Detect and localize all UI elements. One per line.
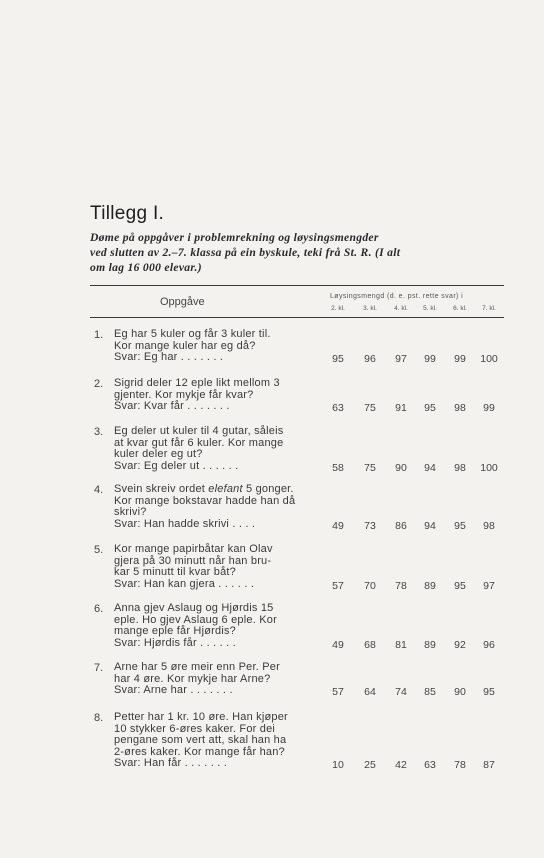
row-number: 2. xyxy=(94,378,104,390)
result-value: 81 xyxy=(395,638,407,651)
result-value: 70 xyxy=(364,579,376,592)
result-value: 92 xyxy=(454,638,466,651)
problem-line: Eg har 5 kuler og får 3 kuler til. xyxy=(114,328,271,340)
result-value: 99 xyxy=(454,353,466,365)
result-value: 100 xyxy=(480,353,498,365)
problem-line: pengane som vert att, skal han ha xyxy=(114,734,287,746)
problem-line: Svar: Han får . . . . . . . xyxy=(114,757,227,769)
problem-line: skrivi? xyxy=(114,506,147,518)
result-value: 75 xyxy=(364,461,376,474)
result-value: 96 xyxy=(483,638,495,651)
result-value: 90 xyxy=(454,686,466,698)
row-number: 5. xyxy=(94,544,104,556)
result-value: 87 xyxy=(483,759,495,771)
row-number: 8. xyxy=(94,712,104,724)
problem-line: Kor mange bokstavar hadde han då xyxy=(114,494,296,507)
column-header: 3. kl. xyxy=(363,305,377,312)
result-value: 49 xyxy=(332,519,344,532)
result-value: 58 xyxy=(332,461,344,474)
result-value: 89 xyxy=(424,579,436,592)
problem-text xyxy=(114,544,320,590)
problem-line: Sigrid deler 12 eple likt mellom 3 xyxy=(114,377,280,389)
result-value: 97 xyxy=(395,353,407,365)
result-value: 73 xyxy=(364,519,376,532)
result-value: 98 xyxy=(454,402,466,414)
problem-line: eple. Ho gjev Aslaug 6 eple. Kor xyxy=(114,613,277,626)
column-header: 5. kl. xyxy=(423,305,437,312)
result-value: 10 xyxy=(332,759,344,771)
problem-line: 10 stykker 6-øres kaker. For dei xyxy=(114,722,276,735)
result-value: 49 xyxy=(332,638,344,651)
result-value: 91 xyxy=(395,402,407,414)
result-value: 95 xyxy=(454,579,466,592)
problem-line: Arne har 5 øre meir enn Per. Per xyxy=(114,661,280,673)
subtitle-line: Døme på oppgåver i problemrekning og løysingsmengder xyxy=(90,231,379,244)
problem-line: Petter har 1 kr. 10 øre. Han kjøper xyxy=(114,711,288,723)
column-header: 4. kl. xyxy=(394,305,408,312)
result-value: 68 xyxy=(364,638,376,651)
problem-line: mange eple får Hjørdis? xyxy=(114,625,236,637)
result-value: 57 xyxy=(332,686,344,698)
problem-text xyxy=(114,712,320,770)
result-value: 98 xyxy=(454,461,466,474)
result-value: 96 xyxy=(364,353,376,365)
result-value: 95 xyxy=(424,402,436,414)
result-value: 57 xyxy=(332,579,344,592)
problem-line: gjera på 30 minutt når han bru- xyxy=(114,554,272,567)
result-value: 98 xyxy=(483,519,495,532)
table-top-rule xyxy=(90,285,504,286)
result-value: 94 xyxy=(424,461,436,474)
problem-line: Svar: Hjørdis får . . . . . . xyxy=(114,636,236,649)
row-number: 6. xyxy=(94,603,104,615)
result-value: 42 xyxy=(395,759,407,771)
row-number: 1. xyxy=(94,329,104,341)
problem-text xyxy=(114,378,320,413)
problem-line: Kor mange papirbåtar kan Olav xyxy=(114,543,273,555)
result-value: 63 xyxy=(332,402,344,414)
table-header-rule xyxy=(90,317,504,318)
problem-line: Eg deler ut kuler til 4 gutar, såleis xyxy=(114,425,284,437)
result-value: 85 xyxy=(424,686,436,698)
header-loysingsmengd: Løysingsmengd (d. e. pst. rette svar) i xyxy=(330,293,464,300)
problem-line: Svein skreiv ordet elefant 5 gonger. xyxy=(114,483,294,495)
result-value: 25 xyxy=(364,759,376,771)
problem-line: Svar: Kvar får . . . . . . . xyxy=(114,400,230,412)
problem-text xyxy=(114,484,320,530)
subtitle-line: ved slutten av 2.–7. klassa på ein byskule, teki frå St. R. (I alt xyxy=(90,246,401,259)
header-oppgave: Oppgåve xyxy=(160,296,205,308)
problem-line: Svar: Han hadde skrivi . . . . xyxy=(114,517,256,530)
problem-line: Svar: Han kan gjera . . . . . . xyxy=(114,577,255,590)
problem-text xyxy=(114,329,320,364)
result-value: 97 xyxy=(483,579,495,592)
result-value: 95 xyxy=(332,353,344,365)
column-header: 7. kl. xyxy=(482,305,496,312)
row-number: 3. xyxy=(94,426,104,438)
column-header: 2. kl. xyxy=(331,305,345,312)
result-value: 95 xyxy=(483,686,495,698)
page-subtitle xyxy=(90,230,506,275)
page-title: Tillegg I. xyxy=(90,203,165,224)
result-value: 94 xyxy=(424,519,436,532)
result-value: 86 xyxy=(395,519,407,532)
result-value: 64 xyxy=(364,686,376,698)
result-value: 90 xyxy=(395,461,407,474)
problem-line: kar 5 minutt til kvar båt? xyxy=(114,566,236,578)
problem-line: kuler deler eg ut? xyxy=(114,448,203,460)
row-number: 7. xyxy=(94,662,104,674)
result-value: 74 xyxy=(395,686,407,698)
problem-line: Svar: Eg har . . . . . . . xyxy=(114,351,224,363)
problem-line: Kor mange kuler har eg då? xyxy=(114,339,256,352)
result-value: 99 xyxy=(483,402,495,414)
result-value: 95 xyxy=(454,519,466,532)
result-value: 63 xyxy=(424,759,436,771)
problem-text xyxy=(114,426,320,472)
problem-line: 2-øres kaker. Kor mange får han? xyxy=(114,745,285,758)
problem-line: Anna gjev Aslaug og Hjørdis 15 xyxy=(114,602,274,614)
problem-line: at kvar gut får 6 kuler. Kor mange xyxy=(114,436,284,449)
problem-line: gjenter. Kor mykje får kvar? xyxy=(114,388,254,401)
result-value: 99 xyxy=(424,353,436,365)
problem-text xyxy=(114,662,320,697)
result-value: 78 xyxy=(454,759,466,771)
problem-text xyxy=(114,603,320,649)
result-value: 78 xyxy=(395,579,407,592)
problem-line: Svar: Arne har . . . . . . . xyxy=(114,684,233,696)
subtitle-line: om lag 16 000 elevar.) xyxy=(90,261,202,274)
problem-line: har 4 øre. Kor mykje har Arne? xyxy=(114,672,271,685)
row-number: 4. xyxy=(94,484,104,496)
result-value: 75 xyxy=(364,402,376,414)
result-value: 100 xyxy=(480,461,498,474)
result-value: 89 xyxy=(424,638,436,651)
column-header: 6. kl. xyxy=(453,305,467,312)
problem-line: Svar: Eg deler ut . . . . . . xyxy=(114,459,239,472)
